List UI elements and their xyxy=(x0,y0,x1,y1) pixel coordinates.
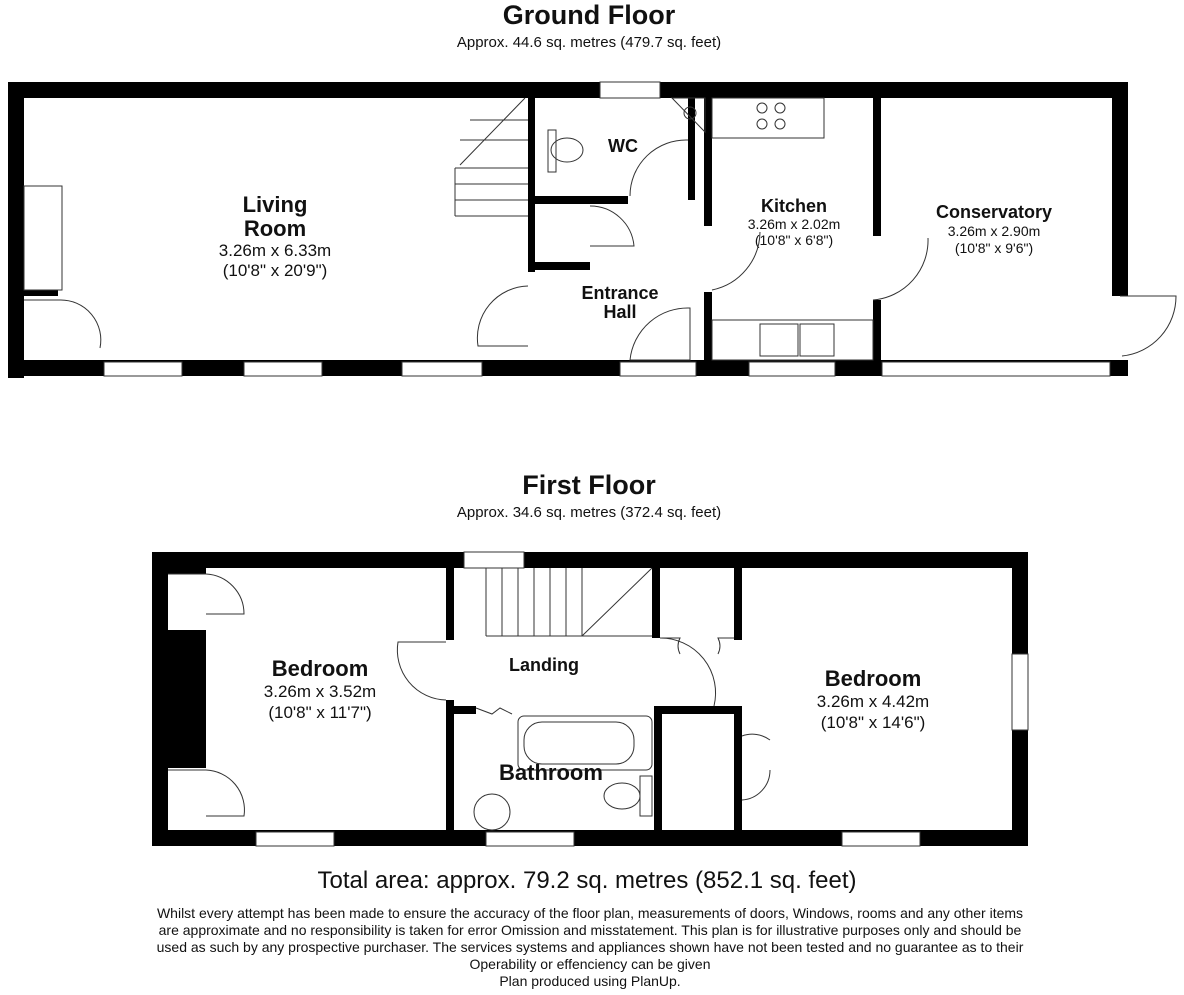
disclaimer-line: are approximate and no responsibility is taken for error Omission and misstatement. This plan is for illustrative purposes only and should be xyxy=(158,922,1022,938)
bedroom-right-name: Bedroom xyxy=(824,666,922,691)
living-room-name-2: Room xyxy=(243,216,307,241)
ground-floor-title: Ground Floor xyxy=(502,0,676,30)
first-floor-fixtures xyxy=(168,568,770,830)
bedroom-right-imperial: (10'8" x 14'6") xyxy=(820,713,926,732)
first-room-labels xyxy=(264,655,929,785)
kitchen-imperial: (10'8" x 6'8") xyxy=(754,232,834,248)
disclaimer xyxy=(157,905,1024,989)
entrance-hall-name-1: Entrance xyxy=(581,283,659,303)
bedroom-left-metric: 3.26m x 3.52m xyxy=(263,682,377,701)
kitchen-metric: 3.26m x 2.02m xyxy=(747,216,841,232)
total-area: Total area: approx. 79.2 sq. metres (852.1 sq. feet) xyxy=(317,867,857,894)
bathroom-name: Bathroom xyxy=(499,760,603,785)
disclaimer-line: Operability or effenciency can be given xyxy=(469,956,711,972)
bedroom-right-metric: 3.26m x 4.42m xyxy=(816,692,930,711)
first-floor-area: Approx. 34.6 sq. metres (372.4 sq. feet) xyxy=(456,504,722,521)
disclaimer-line: used as such by any prospective purchaser. The services systems and appliances shown have not been tested and no guarantee as to their xyxy=(156,939,1024,955)
disclaimer-credit: Plan produced using PlanUp. xyxy=(499,973,681,989)
first-floor-title: First Floor xyxy=(522,470,656,500)
ground-stairs xyxy=(455,98,528,216)
kitchen-name: Kitchen xyxy=(760,196,828,216)
wc-name: WC xyxy=(608,136,638,156)
living-room-metric: 3.26m x 6.33m xyxy=(218,241,332,260)
disclaimer-line: Whilst every attempt has been made to ensure the accuracy of the floor plan, measurements of doors, Windows, rooms and any other items xyxy=(156,905,1024,921)
living-room-name-1: Living xyxy=(242,192,308,217)
landing-name: Landing xyxy=(509,655,579,675)
living-room-imperial: (10'8" x 20'9") xyxy=(222,261,328,280)
entrance-hall-name-2: Hall xyxy=(603,302,637,322)
bedroom-left-name: Bedroom xyxy=(271,656,369,681)
ground-floor-area: Approx. 44.6 sq. metres (479.7 sq. feet) xyxy=(456,34,722,51)
conservatory-metric: 3.26m x 2.90m xyxy=(947,223,1041,239)
conservatory-name: Conservatory xyxy=(935,202,1053,222)
first-stairs xyxy=(486,568,652,636)
conservatory-imperial: (10'8" x 9'6") xyxy=(954,240,1034,256)
bedroom-left-imperial: (10'8" x 11'7") xyxy=(268,703,372,722)
ground-room-labels xyxy=(219,136,1052,322)
